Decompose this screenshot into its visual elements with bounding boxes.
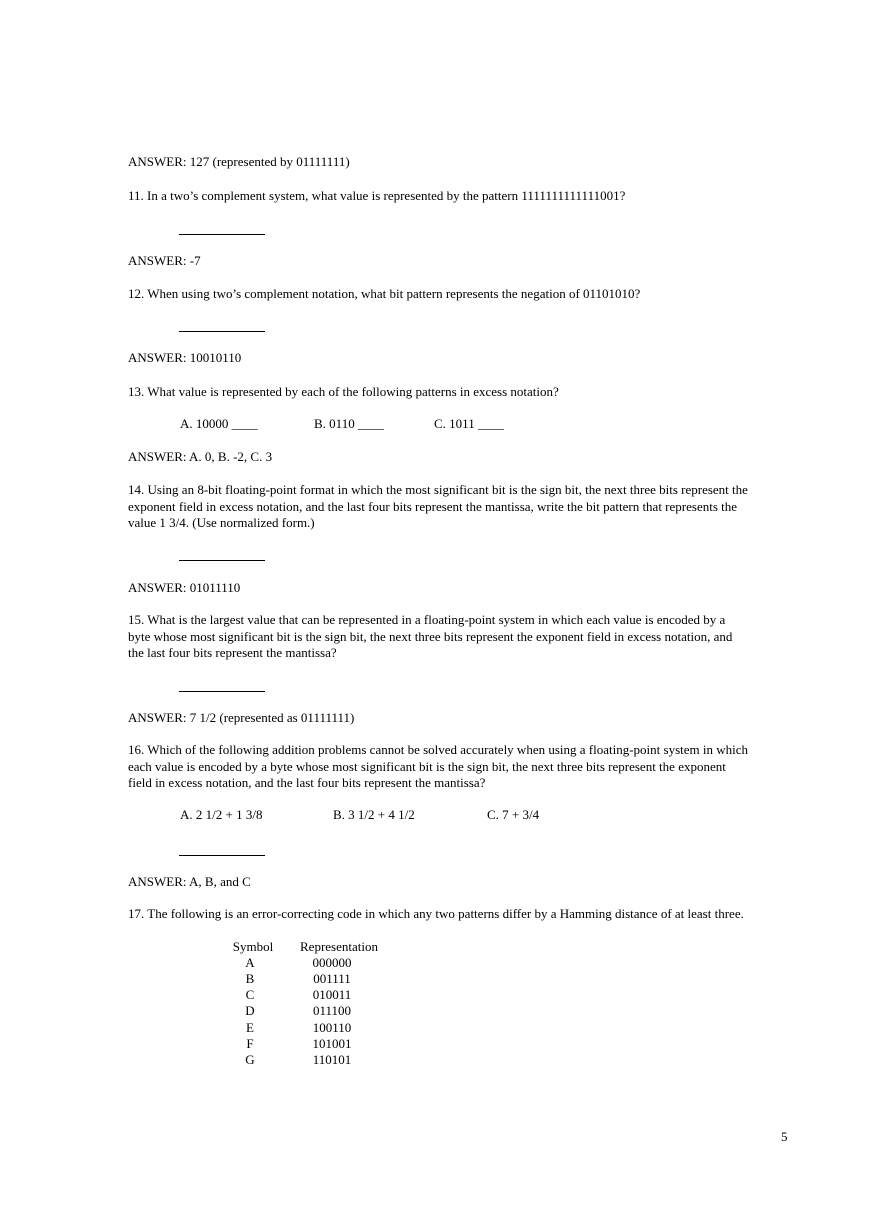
table-cell-symbol: C: [245, 987, 255, 1002]
question-12: 12. When using two’s complement notation, what bit pattern represents the negation of 01101010?: [128, 286, 641, 301]
question-13-option-c: C. 1011 ____: [434, 416, 504, 431]
question-16-option-c: C. 7 + 3/4: [487, 807, 540, 822]
question-16-option-b: B. 3 1/2 + 4 1/2: [333, 807, 415, 822]
answer-15: ANSWER: 7 1/2 (represented as 01111111): [128, 710, 355, 725]
answer-blank-12: [179, 331, 265, 332]
table-header-symbol: Symbol: [232, 939, 274, 954]
answer-10: ANSWER: 127 (represented by 01111111): [128, 154, 350, 169]
question-13-option-a: A. 10000 ____: [180, 416, 258, 431]
question-13-option-b: B. 0110 ____: [314, 416, 384, 431]
question-13: 13. What value is represented by each of the following patterns in excess notation?: [128, 384, 559, 399]
table-cell-symbol: E: [246, 1020, 254, 1035]
answer-13: ANSWER: A. 0, B. -2, C. 3: [128, 449, 273, 464]
table-cell-symbol: G: [245, 1052, 255, 1067]
table-cell-representation: 110101: [312, 1052, 352, 1067]
answer-11: ANSWER: -7: [128, 253, 201, 268]
table-cell-symbol: D: [245, 1003, 255, 1018]
answer-blank-16: [179, 855, 265, 856]
table-cell-symbol: B: [245, 971, 255, 986]
table-cell-symbol: F: [246, 1036, 254, 1051]
table-cell-symbol: A: [245, 955, 255, 970]
table-cell-representation: 101001: [312, 1036, 352, 1051]
page-number: 5: [781, 1129, 788, 1144]
answer-16: ANSWER: A, B, and C: [128, 874, 251, 889]
question-16-option-a: A. 2 1/2 + 1 3/8: [180, 807, 263, 822]
question-17: 17. The following is an error-correcting code in which any two patterns differ by a Hamming distance of at least three.: [128, 906, 744, 921]
table-cell-representation: 011100: [312, 1003, 352, 1018]
question-11: 11. In a two’s complement system, what value is represented by the pattern 1111111111111001?: [128, 188, 626, 203]
table-cell-representation: 100110: [312, 1020, 352, 1035]
table-header-representation: Representation: [300, 939, 378, 954]
answer-blank-15: [179, 691, 265, 692]
question-16: 16. Which of the following addition problems cannot be solved accurately when using a floating-point system in which each value is encoded by a byte whose most significant bit is the sign bit, the next three bits represent the exponent field in excess notation, and the last four bits represent the mantissa?: [128, 742, 749, 790]
table-cell-representation: 000000: [312, 955, 352, 970]
answer-blank-14: [179, 560, 265, 561]
answer-blank-11: [179, 234, 265, 235]
question-15: 15. What is the largest value that can be represented in a floating-point system in which each value is encoded by a byte whose most significant bit is the sign bit, the next three bits represent the exponent field in excess notation, and the last four bits represent the mantissa?: [128, 612, 733, 660]
answer-12: ANSWER: 10010110: [128, 350, 242, 365]
table-cell-representation: 010011: [312, 987, 352, 1002]
question-14: 14. Using an 8-bit floating-point format in which the most significant bit is the sign bit, the next three bits represent the exponent field in excess notation, and the last four bits represent the mantissa, write the bit pattern that represents the value 1 3/4. (Use normalized form.): [128, 482, 748, 530]
answer-14: ANSWER: 01011110: [128, 580, 241, 595]
table-cell-representation: 001111: [313, 971, 351, 986]
